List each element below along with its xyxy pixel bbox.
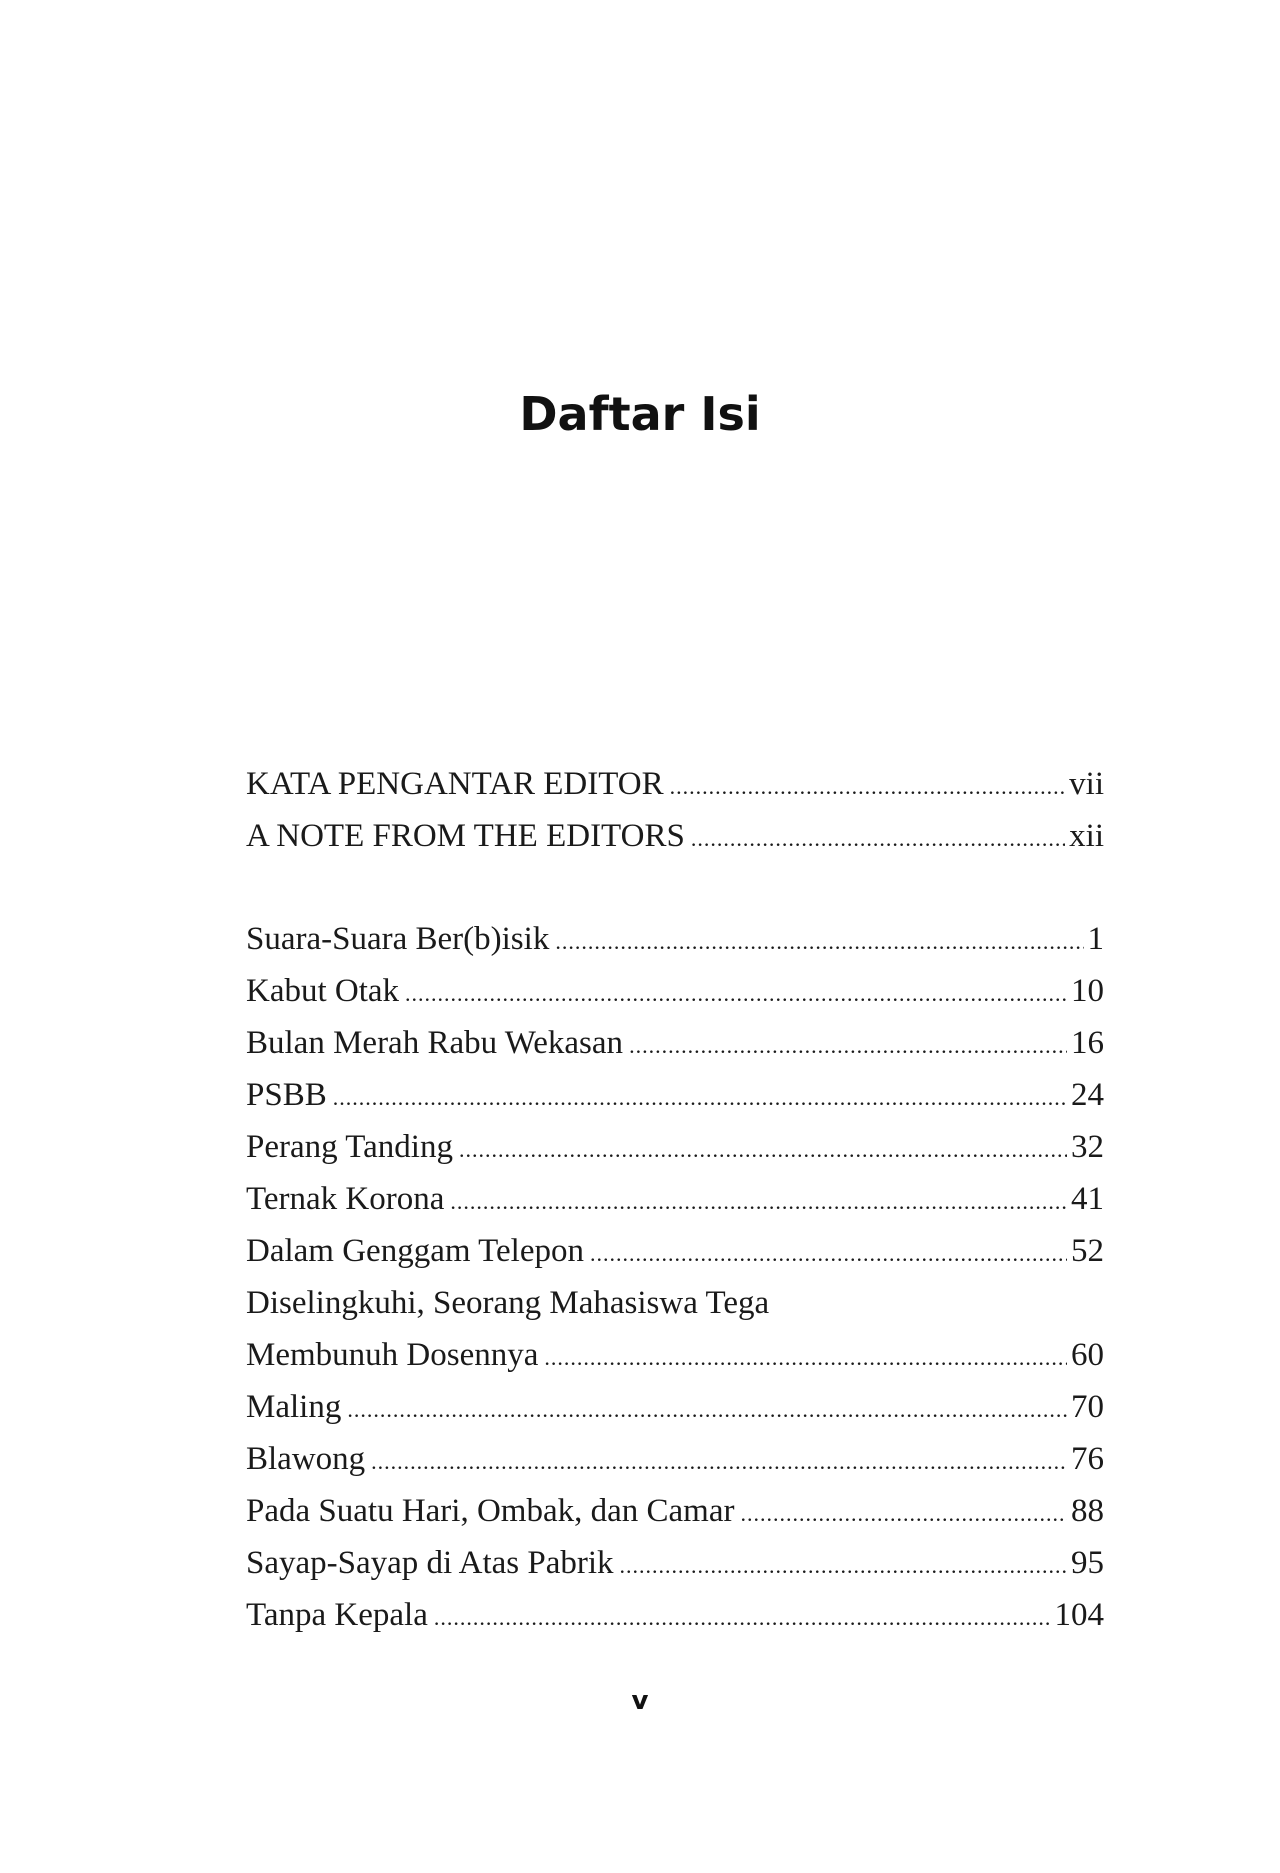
dot-leader xyxy=(691,818,1065,855)
toc-entry-label: A NOTE FROM THE EDITORS xyxy=(246,818,685,854)
dot-leader xyxy=(450,1181,1067,1218)
toc-entry-label: Sayap-Sayap di Atas Pabrik xyxy=(246,1545,614,1581)
toc-entry-label: Membunuh Dosennya xyxy=(246,1337,539,1373)
toc-entry xyxy=(246,1597,1104,1649)
toc-entry-label: PSBB xyxy=(246,1077,327,1113)
toc-entry xyxy=(246,973,1104,1025)
toc-entry-page: vii xyxy=(1069,766,1104,802)
toc-entry xyxy=(246,1545,1104,1597)
toc-entry-page: 95 xyxy=(1071,1545,1104,1581)
toc-entry-label: Dalam Genggam Telepon xyxy=(246,1233,584,1269)
toc-entry-label: Bulan Merah Rabu Wekasan xyxy=(246,1025,624,1061)
toc-entry-label: Diselingkuhi, Seorang Mahasiswa Tega xyxy=(246,1285,770,1321)
toc-entry-label: Suara-Suara Ber(b)isik xyxy=(246,921,550,957)
toc-entry-page: 60 xyxy=(1071,1337,1104,1373)
dot-leader xyxy=(590,1233,1067,1270)
dot-leader xyxy=(670,766,1066,803)
toc-entry-page: 1 xyxy=(1087,921,1104,957)
toc-entry-page: xii xyxy=(1069,818,1104,854)
toc-entry-page: 104 xyxy=(1054,1597,1104,1633)
toc-entry xyxy=(246,1129,1104,1181)
toc-entry-label: Pada Suatu Hari, Ombak, dan Camar xyxy=(246,1493,735,1529)
dot-leader xyxy=(459,1129,1067,1166)
toc-entry-label: Kabut Otak xyxy=(246,973,400,1009)
toc-entry-page: 76 xyxy=(1071,1441,1104,1477)
toc-entry-page: 41 xyxy=(1071,1181,1104,1217)
toc-entry-label: Maling xyxy=(246,1389,342,1425)
page-title: Daftar Isi xyxy=(519,387,761,441)
toc-entry xyxy=(246,1181,1104,1233)
dot-leader xyxy=(405,973,1067,1010)
toc-entry xyxy=(246,1077,1104,1129)
dot-leader xyxy=(629,1025,1067,1062)
toc-entry-label: Blawong xyxy=(246,1441,366,1477)
toc-entry-page: 52 xyxy=(1071,1233,1104,1269)
toc-entry-page: 32 xyxy=(1071,1129,1104,1165)
toc-entry xyxy=(246,1441,1104,1493)
toc-entry xyxy=(246,1389,1104,1441)
dot-leader xyxy=(555,921,1083,958)
toc-entry-page: 70 xyxy=(1071,1389,1104,1425)
toc-entry-page: 10 xyxy=(1071,973,1104,1009)
dot-leader xyxy=(620,1545,1067,1582)
dot-leader xyxy=(740,1493,1067,1530)
toc-entry-page: 16 xyxy=(1071,1025,1104,1061)
toc-front-matter xyxy=(246,766,1104,870)
toc-entry-page: 88 xyxy=(1071,1493,1104,1529)
dot-leader xyxy=(333,1077,1067,1114)
toc-entry-label: Perang Tanding xyxy=(246,1129,453,1165)
toc-entry-page: 24 xyxy=(1071,1077,1104,1113)
dot-leader xyxy=(371,1441,1067,1478)
toc-entry xyxy=(246,1285,1104,1337)
toc-entry xyxy=(246,1025,1104,1077)
toc-chapters xyxy=(246,921,1104,1649)
toc-entry xyxy=(246,1493,1104,1545)
toc-entry-label: KATA PENGANTAR EDITOR xyxy=(246,766,664,802)
dot-leader xyxy=(347,1389,1067,1426)
toc-entry xyxy=(246,766,1104,818)
toc-entry-label: Tanpa Kepala xyxy=(246,1597,428,1633)
dot-leader xyxy=(544,1337,1067,1374)
dot-leader xyxy=(434,1597,1051,1634)
toc-entry xyxy=(246,1337,1104,1389)
toc-entry xyxy=(246,921,1104,973)
page-number: v xyxy=(631,1686,649,1716)
toc-entry-label: Ternak Korona xyxy=(246,1181,445,1217)
toc-entry xyxy=(246,818,1104,870)
toc-entry xyxy=(246,1233,1104,1285)
